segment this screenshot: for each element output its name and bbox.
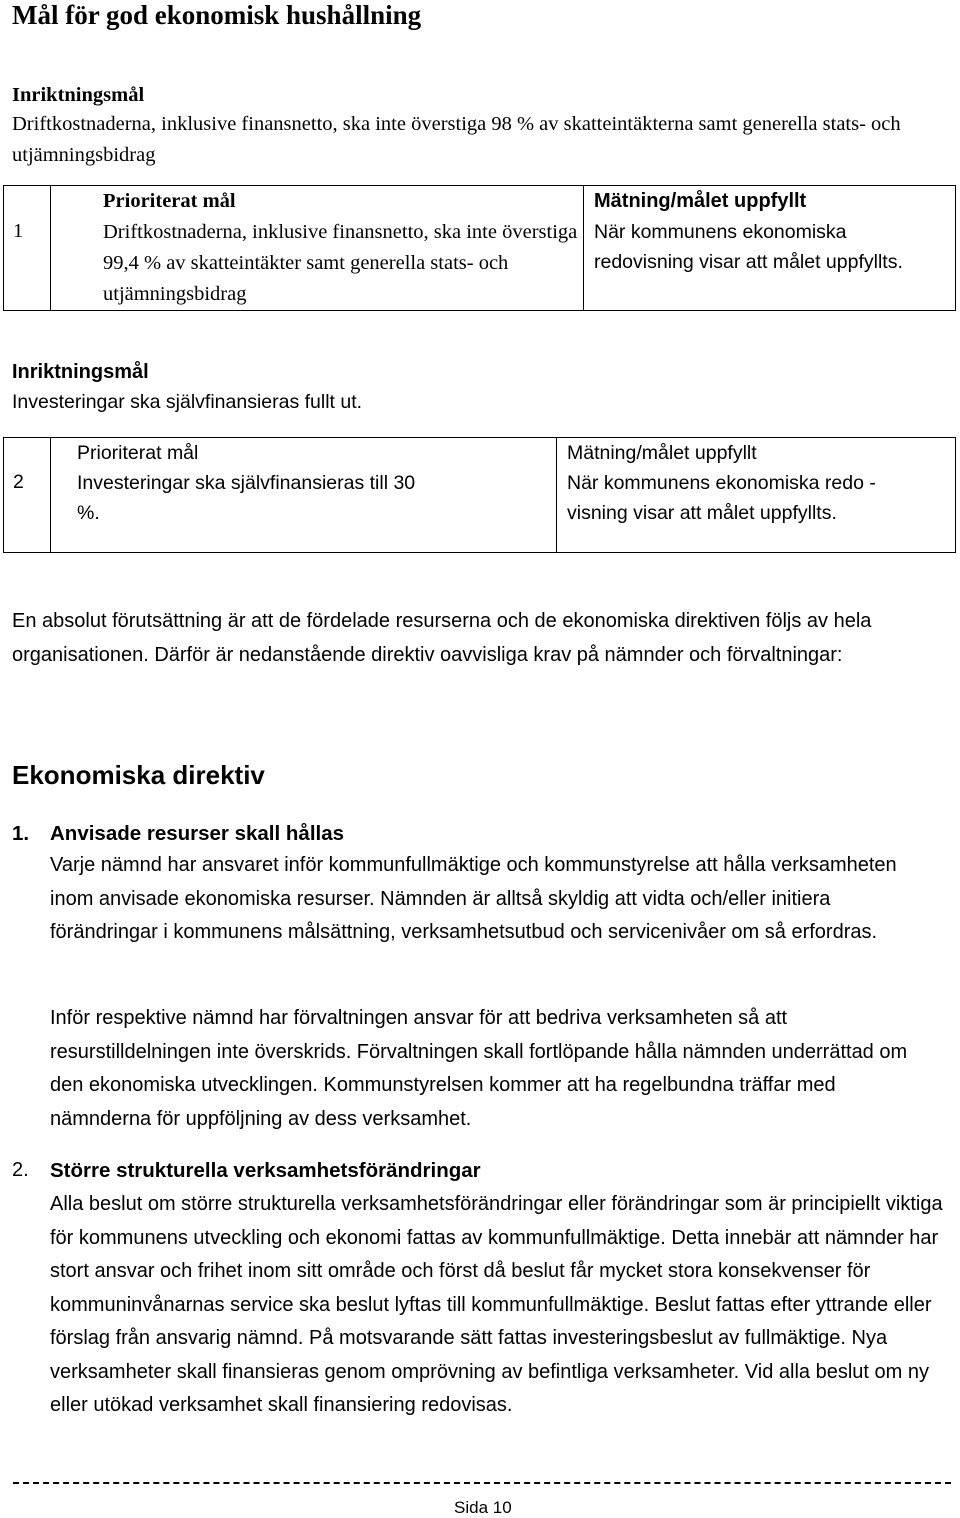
goal-number: 2 [13,471,24,493]
section1-text: Driftkostnaderna, inklusive finansnetto, ska inte överstiga 98 % av skatteintäkterna samt generella stats- och utjämningsbidrag [12,113,901,166]
priority-goal-text: Driftkostnaderna, inklusive finansnetto, ska inte överstiga 99,4 % av skatteintäkter samt generella stats- och utjämningsbidrag [103,221,578,305]
measurement-cell [557,438,956,553]
priority-goal-cell [51,186,584,311]
directive-2-title: Större strukturella verksamhetsförändringar [50,1159,481,1182]
goal-number-cell [4,186,51,311]
directive-2-paragraph-1: Alla beslut om större strukturella verksamhetsförändringar eller förändringar som är principiellt viktiga för kommunens utveckling och ekonomi fattas av kommunfullmäktige. Detta innebär att nämnder har stort ansvar och frihet inom sitt område och först då beslut får mycket stora konsekvenser för kommuninvånarnas service ska beslut lyftas till kommunfullmäktige. Beslut fattas efter yttrande eller förslag från ansvarig nämnd. På motsvarande sätt fattas investeringsbeslut av fullmäktige. Nya verksamheter skall finansieras genom omprövning av befintliga verksamheter. Vid alla beslut om ny eller utökad verksamhet skall finansiering redovisas. [50,1193,943,1416]
section1-heading: Inriktningsmål [12,84,145,106]
section2-text: Investeringar ska självfinansieras fullt ut. [12,391,363,413]
goal-number: 1 [13,220,24,242]
directive-1-paragraph-2: Inför respektive nämnd har förvaltningen ansvar för att bedriva verksamheten så att resurstilldelningen inte överskrids. Förvaltningen skall fortlöpande hålla nämnden underrättad om den ekonomiska utvecklingen. Kommunstyrelsen kommer att ha regelbundna träffar med nämnderna för uppföljning av dess verksamhet. [50,1007,908,1130]
directive-1-paragraph-1: Varje nämnd har ansvaret inför kommunfullmäktige och kommunstyrelse att hålla verksamheten inom anvisade ekonomiska resurser. Nämnden är alltså skyldig att vidta och/eller initiera förändringar i kommunens målsättning, verksamhetsutbud och servicenivåer om så erfordras. [50,854,897,943]
measurement-text: När kommunens ekonomiska redovisning visar att målet uppfyllts. [594,221,903,273]
measurement-cell [584,186,956,311]
goal-table-1 [3,185,956,311]
intro-paragraph: En absolut förutsättning är att de fördelade resurserna och de ekonomiska direktiven följs av hela organisationen. Därför är nedanstående direktiv oavvisliga krav på nämnder och förvaltningar: [12,610,872,666]
page-number: Sida 10 [454,1498,512,1517]
priority-goal-text: Investeringar ska självfinansieras till 30 %. [77,472,416,524]
goal-number-cell [4,438,51,553]
priority-goal-header: Prioriterat mål [103,190,236,212]
section2-heading: Inriktningsmål [12,361,149,383]
goal-table-2 [3,437,956,553]
footer-divider [13,1482,951,1484]
directive-2-number: 2. [12,1159,29,1181]
measurement-header: Mätning/målet uppfyllt [567,442,757,464]
priority-goal-header: Prioriterat mål [77,442,199,464]
measurement-text: När kommunens ekonomiska redo - visning visar att målet uppfyllts. [567,472,876,524]
directives-heading: Ekonomiska direktiv [12,760,265,790]
page-title: Mål för god ekonomisk hushållning [12,0,422,30]
directive-1-title: Anvisade resurser skall hållas [50,822,345,845]
directive-1-number: 1. [12,822,30,845]
measurement-header: Mätning/målet uppfyllt [594,190,807,212]
priority-goal-cell [51,438,557,553]
